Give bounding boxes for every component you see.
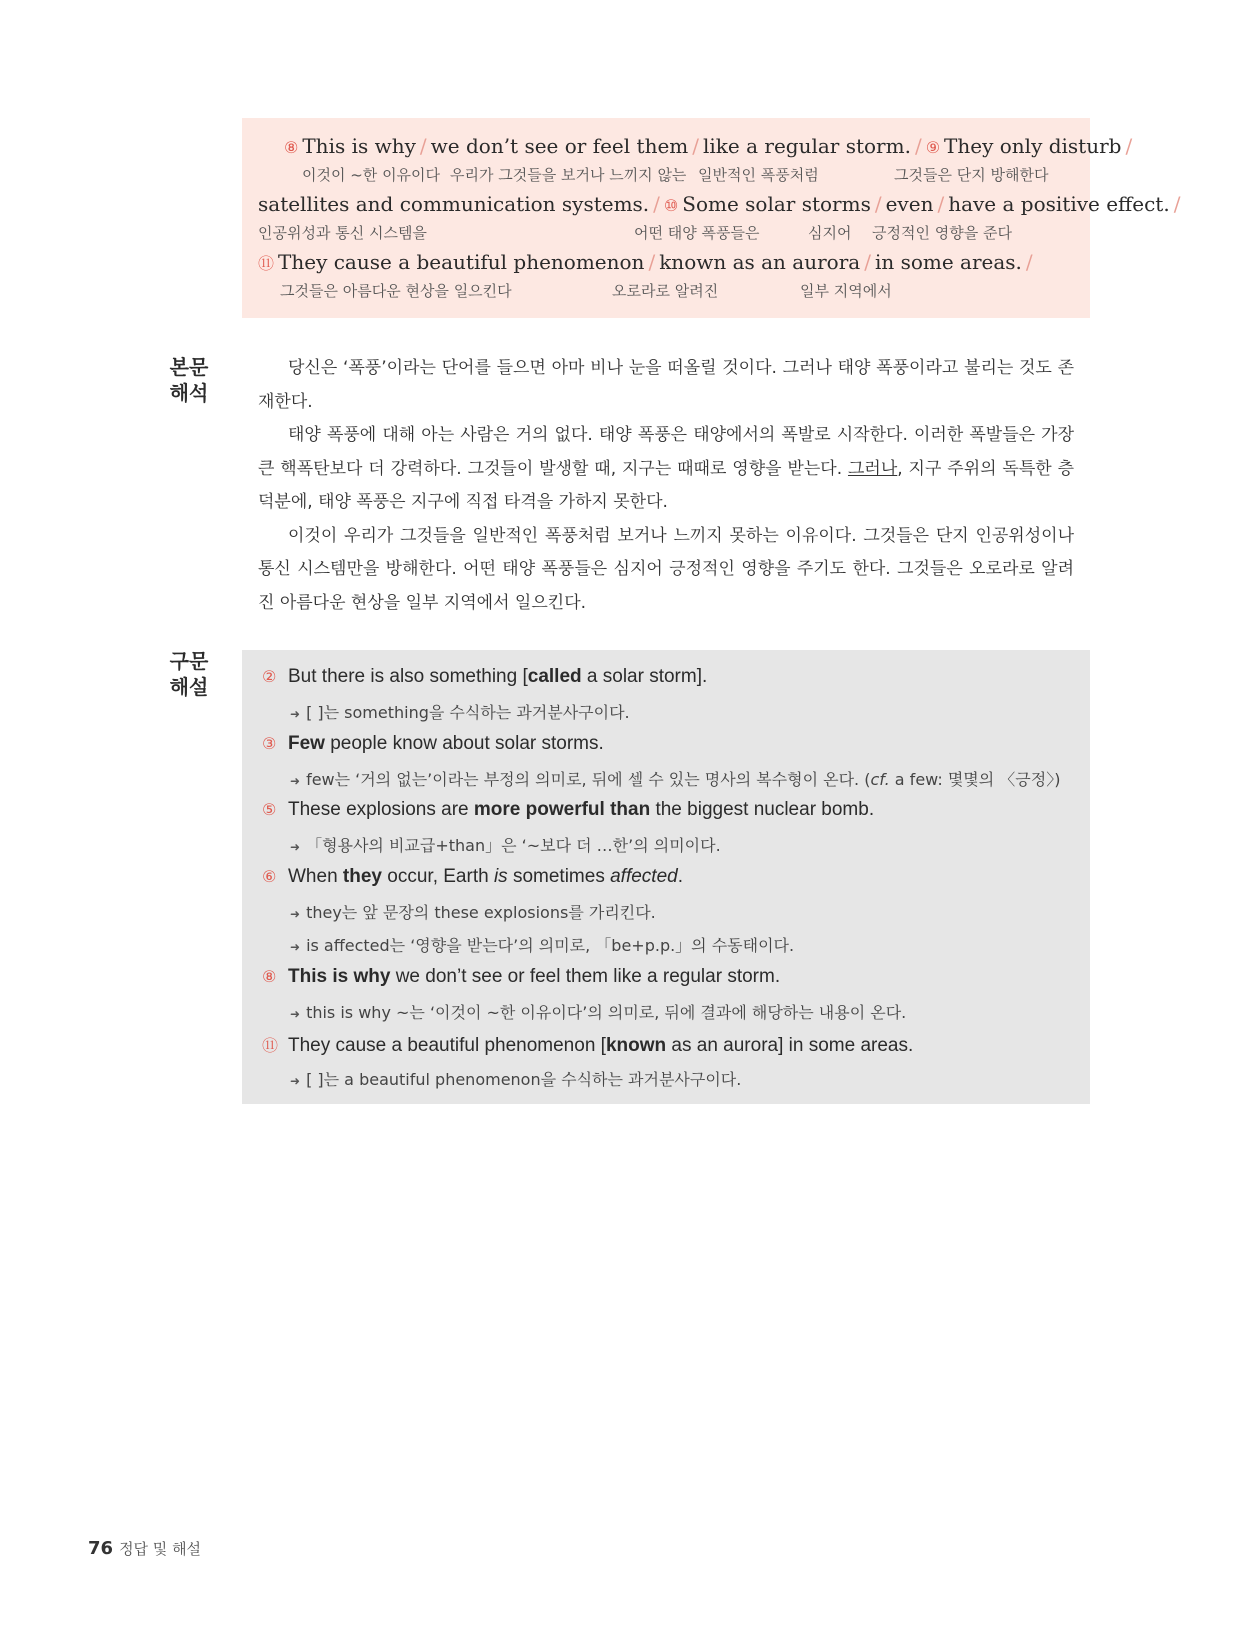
translation-label-line1: 본문 bbox=[169, 355, 209, 379]
grammar-text: the biggest nuclear bomb. bbox=[650, 799, 875, 820]
underlined-word: 그러나 bbox=[847, 458, 898, 479]
grammar-note-text: this is why ~는 ‘이것이 ~한 이유이다’의 의미로, 뒤에 결과에 해당하는 내용이 온다. bbox=[306, 1003, 907, 1022]
sentence-number: ⑧ bbox=[284, 138, 299, 157]
slash-separator: / bbox=[1025, 250, 1033, 274]
grammar-text: as an aurora] in some areas. bbox=[666, 1035, 914, 1056]
grammar-bold: known bbox=[605, 1035, 667, 1056]
gloss: 인공위성과 통신 시스템을 bbox=[258, 224, 427, 242]
slash-separator: / bbox=[648, 250, 656, 274]
grammar-note-text: 「형용사의 비교급+than」은 ‘~보다 더 …한’의 의미이다. bbox=[306, 836, 721, 855]
footer-text: 정답 및 해설 bbox=[119, 1540, 202, 1558]
sentence-number: ⑥ bbox=[262, 867, 277, 886]
page-footer bbox=[88, 1538, 201, 1559]
arrow-right-icon: ➜ bbox=[290, 707, 301, 721]
grammar-text: When bbox=[288, 866, 343, 887]
grammar-note bbox=[290, 933, 794, 956]
grammar-item bbox=[262, 666, 707, 688]
slash-separator: / bbox=[653, 192, 660, 216]
segment-chunk: like a regular storm. bbox=[703, 134, 911, 158]
slash-separator: / bbox=[1125, 134, 1133, 158]
grammar-text: . bbox=[677, 866, 683, 887]
grammar-note-text: few는 ‘거의 없는’이라는 부정의 의미로, 뒤에 셀 수 있는 명사의 복수형이 온다. ( bbox=[306, 770, 871, 789]
segment-chunk: have a positive effect. bbox=[948, 192, 1170, 216]
grammar-note bbox=[290, 900, 656, 923]
grammar-note bbox=[290, 700, 630, 723]
sentence-number: ⑨ bbox=[925, 138, 941, 157]
slash-separator: / bbox=[864, 250, 871, 274]
segment-chunk: satellites and communication systems. bbox=[258, 192, 650, 216]
gloss: 어떤 태양 폭풍들은 bbox=[634, 224, 760, 242]
slash-separator: / bbox=[937, 192, 945, 216]
translation-text-span: 태양 폭풍에 대해 아는 사람은 거의 없다. 태양 폭풍은 태양에서의 폭발로 시작한다. 이러한 폭발들은 가장 큰 핵폭탄보다 더 강력하다. 그것들이 발생할 때, 지구는 때때로 영향을 받는다. bbox=[258, 425, 1074, 479]
sentence-number: ⑪ bbox=[262, 1036, 279, 1055]
grammar-note-text: [ ]는 something을 수식하는 과거분사구이다. bbox=[306, 703, 630, 722]
grammar-bold: This is why bbox=[288, 966, 391, 987]
translation-paragraph-1: 당신은 ‘폭풍’이라는 단어를 들으면 아마 비나 눈을 떠올릴 것이다. 그러나 태양 폭풍이라고 불리는 것도 존재한다. bbox=[258, 358, 1074, 412]
sentence-number: ② bbox=[262, 667, 277, 686]
segment-chunk: we don’t see or feel them bbox=[430, 134, 689, 158]
segment-chunk: even bbox=[885, 192, 934, 216]
slash-separator: / bbox=[692, 134, 699, 158]
grammar-text: But there is also something [ bbox=[288, 666, 528, 687]
arrow-right-icon: ➜ bbox=[290, 907, 301, 921]
segment-chunk: in some areas. bbox=[874, 250, 1022, 274]
segment-line-1 bbox=[284, 134, 1136, 158]
grammar-bold: they bbox=[342, 866, 382, 887]
segment-chunk: Some solar storms bbox=[682, 192, 871, 216]
gloss: 그것들은 단지 방해한다 bbox=[894, 166, 1049, 184]
grammar-label-line1: 구문 bbox=[169, 649, 209, 673]
sentence-number: ③ bbox=[262, 734, 277, 753]
segment-chunk: known as an aurora bbox=[659, 250, 861, 274]
translation-text bbox=[258, 352, 1074, 620]
gloss: 긍정적인 영향을 준다 bbox=[872, 224, 1012, 242]
grammar-note bbox=[290, 1000, 906, 1023]
grammar-item bbox=[262, 799, 874, 821]
gloss: 심지어 bbox=[808, 224, 852, 242]
grammar-note-italic: cf. bbox=[870, 770, 890, 789]
gloss: 일부 지역에서 bbox=[800, 282, 892, 300]
grammar-text: occur, Earth bbox=[382, 866, 494, 887]
page-number: 76 bbox=[88, 1538, 114, 1559]
translation-text-span: , 지구 주위의 독특한 층 덕분에, 태양 폭풍은 지구에 직접 타격을 가하지 못한다. bbox=[258, 458, 1074, 512]
sentence-number: ⑧ bbox=[262, 967, 277, 986]
gloss: 이것이 ~한 이유이다 bbox=[302, 166, 441, 184]
segment-line-2 bbox=[258, 192, 1184, 216]
grammar-text: a solar storm]. bbox=[581, 666, 708, 687]
slash-separator: / bbox=[1173, 192, 1181, 216]
segment-chunk: They cause a beautiful phenomenon bbox=[278, 250, 645, 274]
grammar-item bbox=[262, 966, 780, 988]
gloss: 오로라로 알려진 bbox=[612, 282, 719, 300]
arrow-right-icon: ➜ bbox=[290, 1074, 301, 1088]
grammar-text: They cause a beautiful phenomenon [ bbox=[288, 1035, 606, 1056]
translation-label bbox=[164, 354, 214, 406]
grammar-item bbox=[262, 866, 683, 888]
grammar-item bbox=[262, 1033, 913, 1057]
grammar-note bbox=[290, 833, 721, 856]
grammar-text: These explosions are bbox=[288, 799, 474, 820]
grammar-text: we don’t see or feel them like a regular storm. bbox=[390, 966, 781, 987]
grammar-note-text: they는 앞 문장의 these explosions를 가리킨다. bbox=[306, 903, 656, 922]
slash-separator: / bbox=[914, 134, 922, 158]
grammar-italic: affected bbox=[610, 866, 678, 887]
translation-label-line2: 해석 bbox=[169, 381, 209, 405]
gloss: 일반적인 폭풍처럼 bbox=[698, 166, 819, 184]
grammar-bold: more powerful than bbox=[473, 799, 651, 820]
grammar-note-text: is affected는 ‘영향을 받는다’의 의미로, 「be+p.p.」의 수동태이다. bbox=[306, 936, 795, 955]
grammar-label-line2: 해설 bbox=[169, 675, 209, 699]
grammar-bold: Few bbox=[288, 733, 325, 754]
slash-separator: / bbox=[419, 134, 427, 158]
grammar-text: people know about solar storms. bbox=[324, 733, 604, 754]
segment-chunk: This is why bbox=[302, 134, 416, 158]
sentence-number: ⑤ bbox=[262, 800, 277, 819]
arrow-right-icon: ➜ bbox=[290, 1007, 301, 1021]
translation-paragraph-3: 이것이 우리가 그것들을 일반적인 폭풍처럼 보거나 느끼지 못하는 이유이다. 그것들은 단지 인공위성이나 통신 시스템만을 방해한다. 어떤 태양 폭풍들은 심지어 긍정적인 영향을 주기도 한다. 그것들은 오로라로 알려진 아름다운 현상을 일부 지역에서 일으킨다. bbox=[258, 525, 1074, 613]
arrow-right-icon: ➜ bbox=[290, 940, 301, 954]
grammar-bold: called bbox=[527, 666, 582, 687]
grammar-label bbox=[164, 648, 214, 700]
grammar-note bbox=[290, 1067, 741, 1090]
gloss: 우리가 그것들을 보거나 느끼지 않는 bbox=[450, 166, 687, 184]
grammar-note-text: [ ]는 a beautiful phenomenon을 수식하는 과거분사구이다. bbox=[306, 1070, 742, 1089]
segment-line-3 bbox=[258, 250, 1037, 274]
grammar-text: sometimes bbox=[507, 866, 611, 887]
sentence-number: ⑪ bbox=[258, 254, 275, 273]
arrow-right-icon: ➜ bbox=[290, 774, 301, 788]
translation-paragraph-2 bbox=[258, 419, 1074, 520]
grammar-item bbox=[262, 733, 604, 755]
sentence-number: ⑩ bbox=[663, 196, 679, 215]
grammar-italic: is bbox=[493, 866, 508, 887]
segment-chunk: They only disturb bbox=[944, 134, 1122, 158]
slash-separator: / bbox=[874, 192, 882, 216]
grammar-note bbox=[290, 767, 1060, 790]
gloss: 그것들은 아름다운 현상을 일으킨다 bbox=[280, 282, 512, 300]
arrow-right-icon: ➜ bbox=[290, 840, 301, 854]
grammar-note-text: a few: 몇몇의 〈긍정〉) bbox=[889, 770, 1061, 789]
